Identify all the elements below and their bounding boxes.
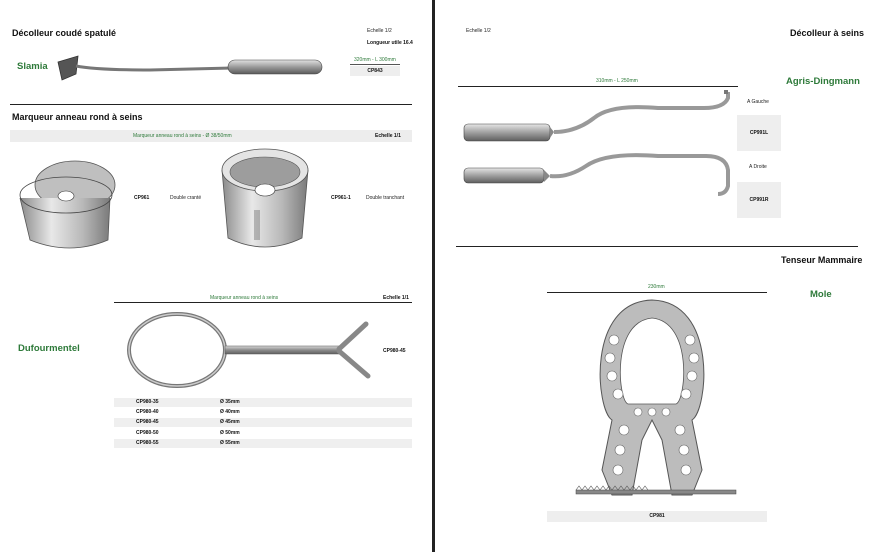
row-diameter: Ø 35mm: [220, 399, 240, 405]
table-row: [114, 429, 412, 438]
variant-label: A Gauche: [747, 99, 769, 105]
product-title: Décolleur à seins: [790, 28, 865, 38]
row-ref: CP980-35: [136, 399, 159, 405]
variant-label: A Droite: [749, 164, 767, 170]
scale-label: Echelle 1/1: [375, 133, 401, 139]
dimensions-label: 310mm - L 250mm: [596, 78, 638, 84]
table-row: [114, 408, 412, 417]
brand-name: Slamia: [17, 61, 48, 72]
item-ref: CP961: [134, 195, 150, 201]
brand-name: Mole: [810, 289, 832, 300]
row-ref: CP980-45: [136, 419, 159, 425]
table-row: [114, 439, 412, 448]
product-subtitle: Marqueur anneau rond à seins: [210, 295, 279, 301]
useful-length-label: Longueur utile 16.4: [367, 40, 413, 46]
brand-name: Dufourmentel: [18, 343, 80, 354]
ref-code: CP991L: [749, 129, 769, 136]
left-page: [0, 0, 432, 552]
item-ref: CP961-1: [331, 195, 351, 201]
ref-code: CP981: [649, 513, 665, 519]
ref-code: CP843: [367, 67, 383, 74]
row-ref: CP980-40: [136, 409, 159, 415]
dufourmentel-illustration: [0, 0, 432, 552]
page-spine: [432, 0, 435, 552]
row-diameter: Ø 55mm: [220, 440, 240, 446]
ref-code: CP980-45: [383, 348, 406, 354]
brand-name: Agris-Dingmann: [786, 76, 860, 87]
row-ref: CP980-55: [136, 440, 159, 446]
row-diameter: Ø 40mm: [220, 409, 240, 415]
scale-label: Echelle 1/2: [466, 28, 491, 34]
product-title: Décolleur coudé spatulé: [12, 28, 117, 38]
ref-code: CP991R: [749, 196, 769, 203]
item-desc: Double tranchant: [366, 195, 405, 201]
product-subtitle: Marqueur anneau rond à seins - Ø 38/50mm: [133, 133, 232, 139]
scale-label: Echelle 1/1: [383, 295, 409, 301]
breast-tensor-illustration: [436, 0, 871, 552]
row-ref: CP980-50: [136, 430, 159, 436]
ref-box: [547, 511, 767, 522]
item-desc: Double cranté: [170, 195, 202, 201]
table-row: [114, 398, 412, 407]
scale-label: Echelle 1/2: [367, 28, 392, 34]
product-title: Tenseur Mammaire: [781, 255, 863, 265]
dimensions-label: 320mm - L 300mm: [354, 57, 396, 63]
table-row: [114, 418, 412, 427]
row-diameter: Ø 50mm: [220, 430, 240, 436]
right-page: [436, 0, 871, 552]
product-title: Marqueur anneau rond à seins: [12, 112, 143, 122]
row-diameter: Ø 45mm: [220, 419, 240, 425]
dimensions-label: 230mm: [648, 284, 665, 290]
